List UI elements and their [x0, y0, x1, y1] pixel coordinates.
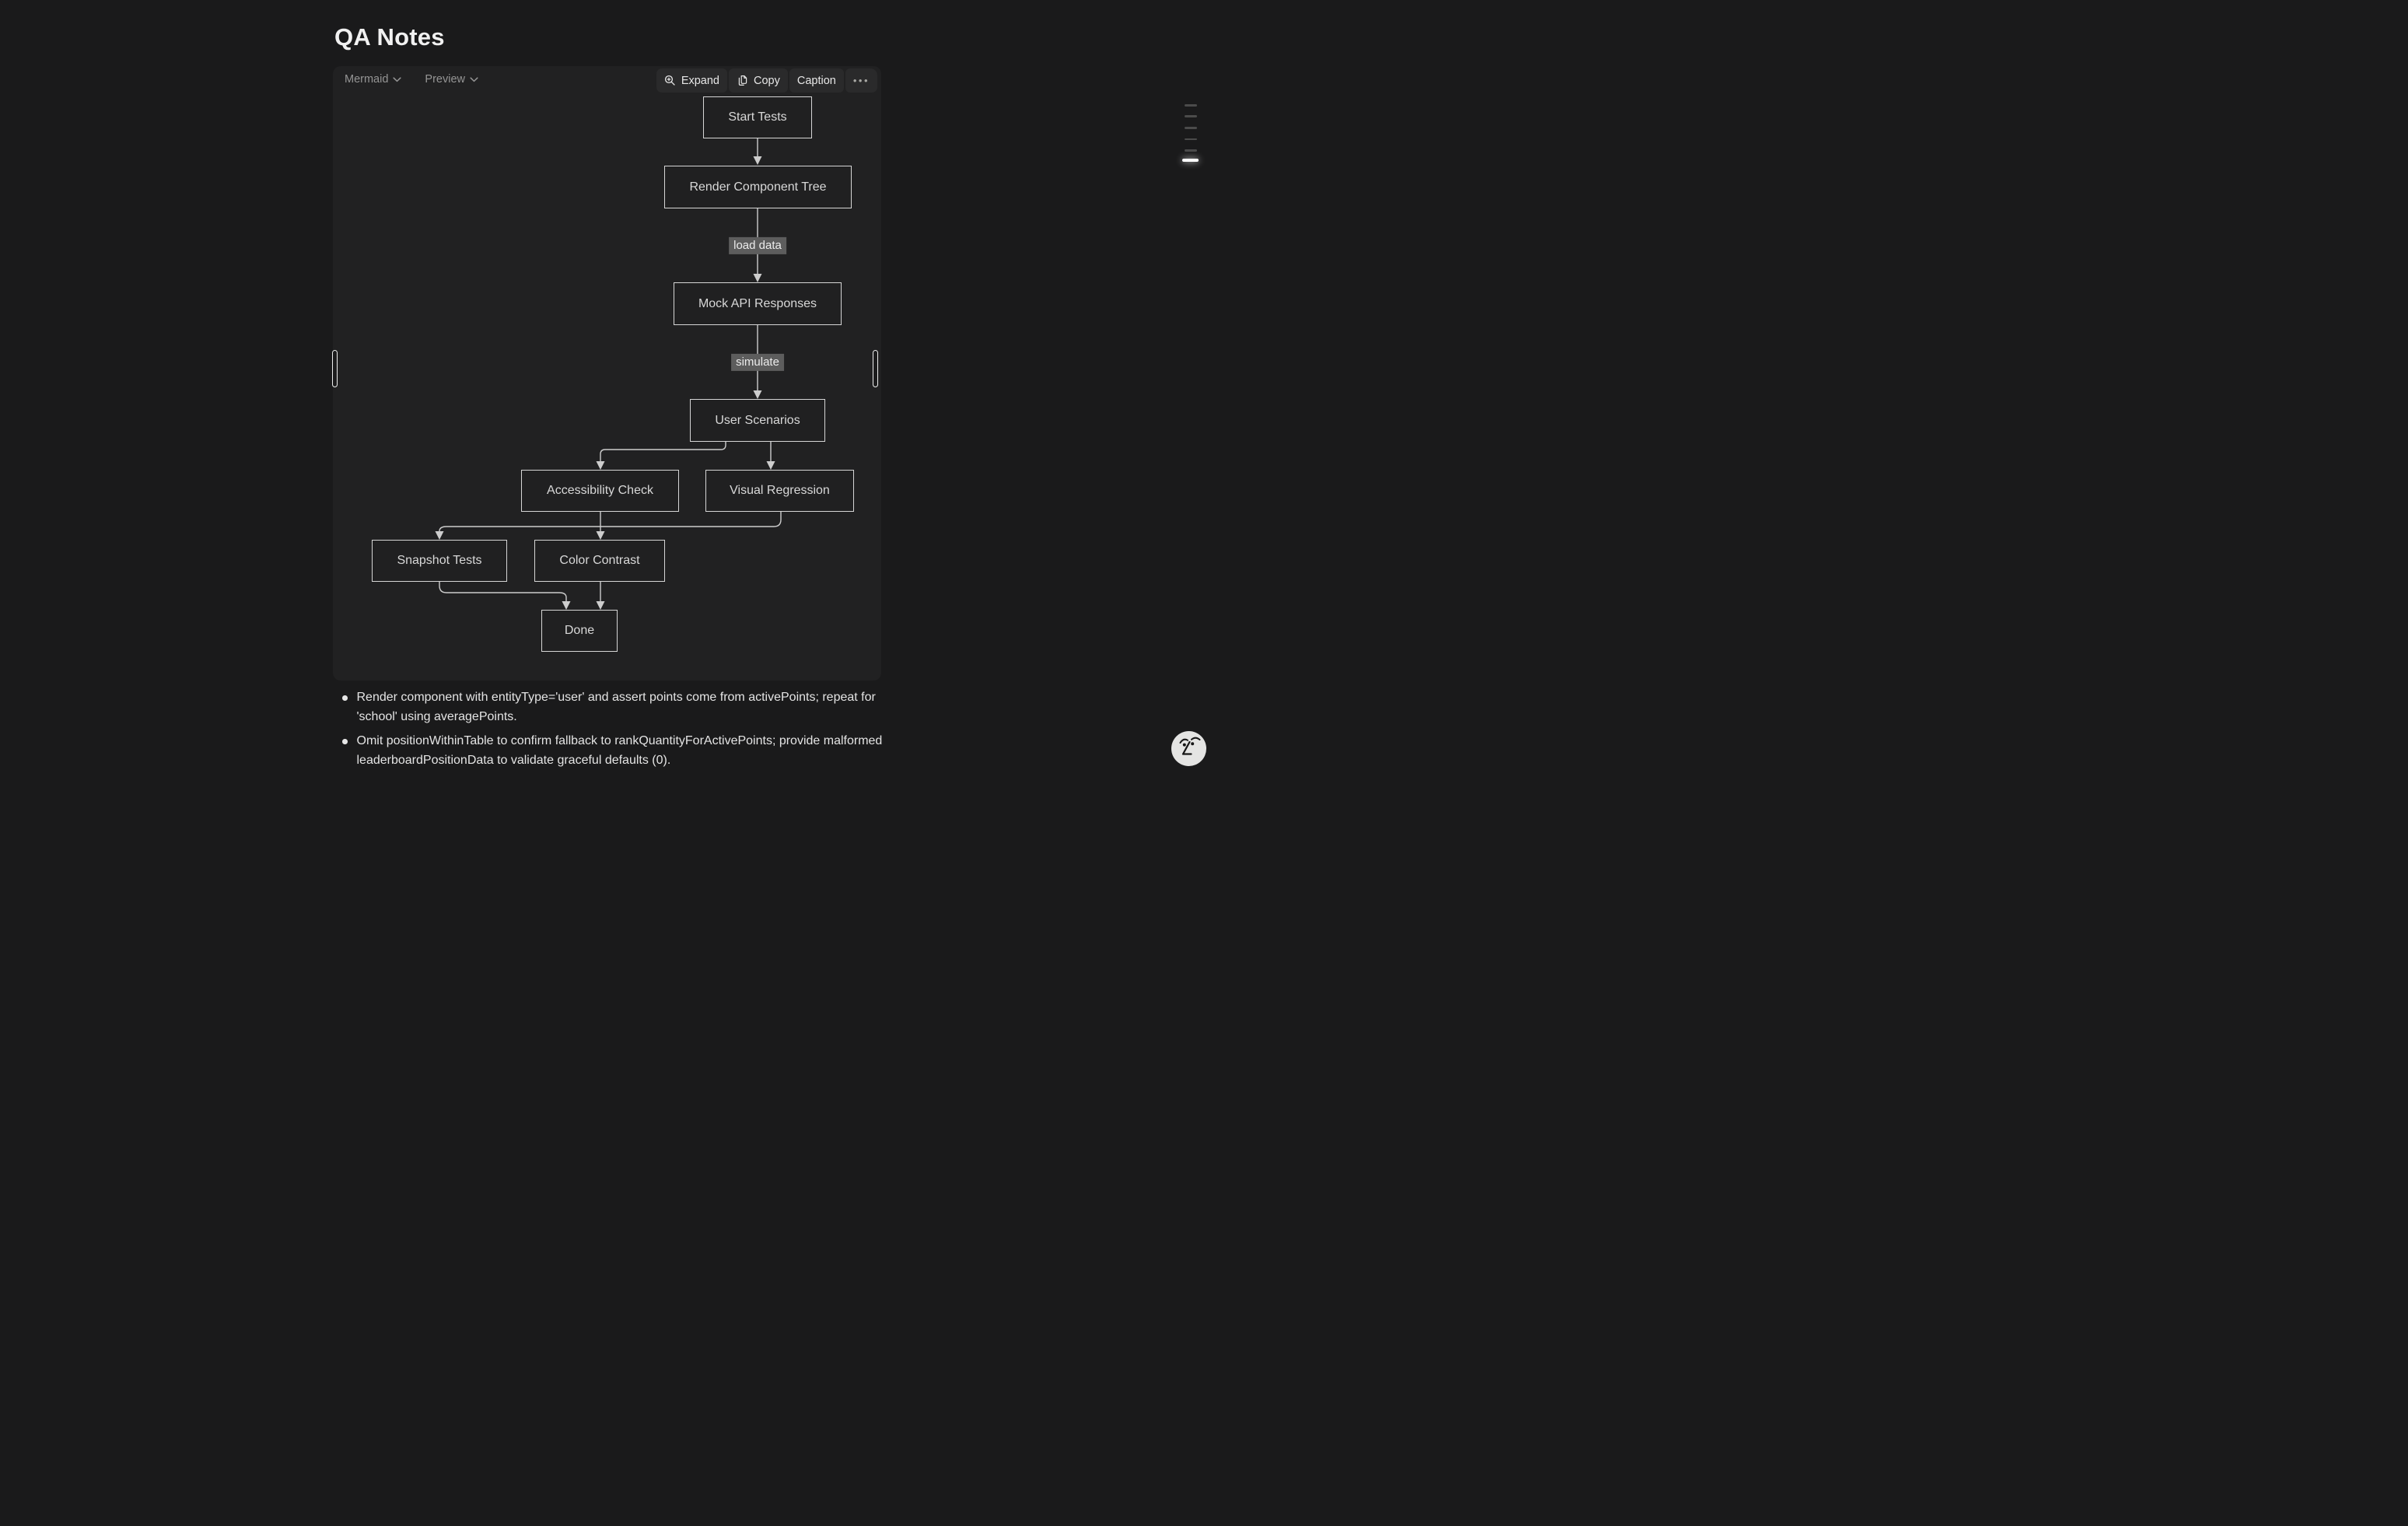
bullet-text[interactable]: Omit positionWithinTable to confirm fallback to rankQuantityForActivePoints; provide malformed leaderboardPositionData to validate graceful defaults (0).: [356, 734, 883, 767]
ai-assistant-button[interactable]: [1171, 731, 1206, 766]
edge-label-simulate: simulate: [731, 354, 784, 371]
outline-indicator-dash[interactable]: [1185, 115, 1197, 117]
outline-indicator-dash[interactable]: [1185, 138, 1197, 141]
diagram-edges: [333, 66, 881, 681]
flowchart-node-mock-api-responses: Mock API Responses: [674, 282, 842, 325]
flowchart-node-snapshot-tests: Snapshot Tests: [372, 540, 507, 582]
flowchart-node-accessibility-check: Accessibility Check: [521, 470, 679, 512]
embed-resize-handle-right[interactable]: [873, 350, 878, 387]
bullet-dot: [342, 739, 348, 744]
list-item: [340, 688, 884, 726]
outline-indicator-dash-active[interactable]: [1182, 159, 1199, 162]
expand-button-label: Expand: [681, 74, 719, 87]
mermaid-flowchart: [333, 66, 881, 681]
notes-list: [340, 688, 884, 775]
caption-button-label: Caption: [796, 74, 836, 87]
flowchart-node-start-tests: Start Tests: [703, 96, 812, 138]
outline-indicator-dash[interactable]: [1185, 104, 1197, 107]
ellipsis-icon: •••: [852, 75, 870, 86]
flowchart-node-color-contrast: Color Contrast: [534, 540, 665, 582]
mermaid-embed-panel[interactable]: [333, 66, 881, 681]
copy-button-label: Copy: [754, 74, 780, 87]
notion-dark-page: [0, 0, 1204, 767]
list-item: [340, 731, 884, 770]
bullet-text[interactable]: Render component with entityType='user' and assert points come from activePoints; repeat for 'school' using averagePoints.: [356, 691, 876, 723]
embed-resize-handle-left[interactable]: [332, 350, 338, 387]
language-selector-label: Mermaid: [345, 73, 389, 86]
bullet-dot: [342, 695, 348, 701]
flowchart-node-render-component-tree: Render Component Tree: [664, 166, 852, 208]
flowchart-node-visual-regression: Visual Regression: [705, 470, 854, 512]
flowchart-node-user-scenarios: User Scenarios: [690, 399, 825, 442]
outline-indicator-dash[interactable]: [1185, 149, 1197, 152]
edge-label-load-data: load data: [729, 237, 786, 254]
page-title[interactable]: QA Notes: [334, 23, 445, 51]
ai-face-icon: [1171, 731, 1206, 766]
view-mode-selector-label: Preview: [425, 73, 465, 86]
outline-indicator-dash[interactable]: [1185, 127, 1197, 129]
flowchart-node-done: Done: [541, 610, 618, 652]
